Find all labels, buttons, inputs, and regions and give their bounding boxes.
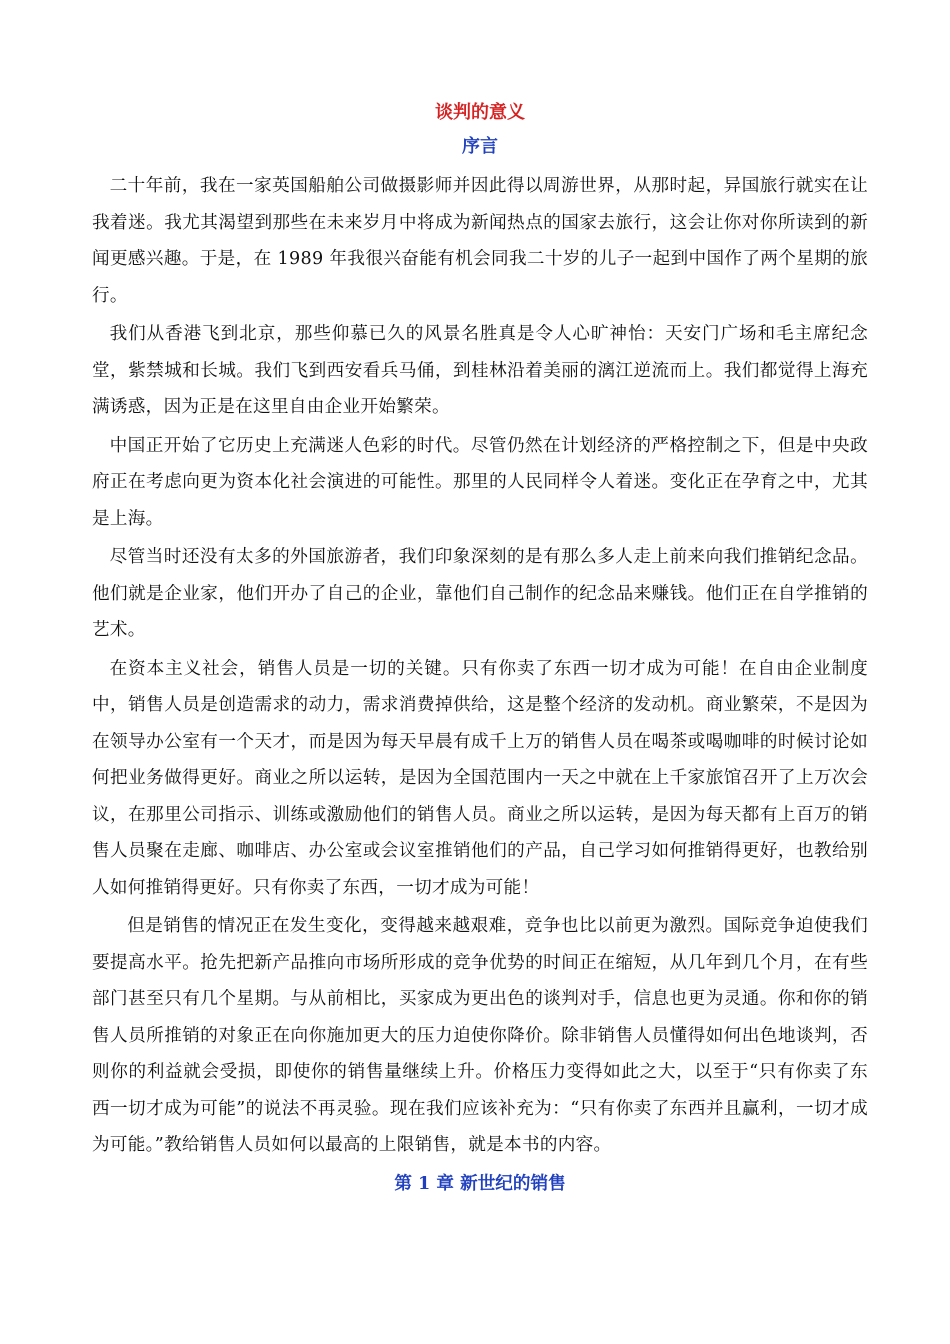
paragraph-1: 二十年前，我在一家英国船舶公司做摄影师并因此得以周游世界，从那时起，异国旅行就实在让我着迷。我尤其渴望到那些在未来岁月中将成为新闻热点的国家去旅行，这会让你对你所读到的新闻更感兴趣。于是，在 1989 年我很兴奋能有机会同我二十岁的儿子一起到中国作了两个星期的旅行。 (92, 176, 868, 306)
paragraph-6: 但是销售的情况正在发生变化，变得越来越艰难，竞争也比以前更为激烈。国际竞争迫使我们要提高水平。抢先把新产品推向市场所形成的竞争优势的时间正在缩短，从几年到几个月，在有些部门甚至只有几个星期。与从前相比，买家成为更出色的谈判对手，信息也更为灵通。你和你的销售人员所推销的对象正在向你施加更大的压力迫使你降价。除非销售人员懂得如何出色地谈判，否则你的利益就会受损，即使你的销售量继续上升。价格压力变得如此之大，以至于“只有你卖了东西一切才成为可能”的说法不再灵验。现在我们应该补充为：“只有你卖了东西并且赢利，一切才成为可能。”教给销售人员如何以最高的上限销售，就是本书的内容。 (92, 916, 868, 1155)
document-title: 谈判的意义 (435, 102, 525, 123)
document-page (92, 96, 868, 1202)
paragraph-3: 中国正开始了它历史上充满迷人色彩的时代。尽管仍然在计划经济的严格控制之下，但是中央政府正在考虑向更为资本化社会演进的可能性。那里的人民同样令人着迷。变化正在孕育之中，尤其是上海。 (92, 435, 868, 529)
paragraph-4: 尽管当时还没有太多的外国旅游者，我们印象深刻的是有那么多人走上前来向我们推销纪念品。他们就是企业家，他们开办了自己的企业，靠他们自己制作的纪念品来赚钱。他们正在自学推销的艺术。 (92, 547, 868, 640)
paragraph-5: 在资本主义社会，销售人员是一切的关键。只有你卖了东西一切才成为可能！在自由企业制度中，销售人员是创造需求的动力，需求消费掉供给，这是整个经济的发动机。商业繁荣，不是因为在领导办公室有一个天才，而是因为每天早晨有成千上万的销售人员在喝茶或喝咖啡的时候讨论如何把业务做得更好。商业之所以运转，是因为全国范围内一天之中就在上千家旅馆召开了上万次会议，在那里公司指示、训练或激励他们的销售人员。商业之所以运转，是因为每天都有上百万的销售人员聚在走廊、咖啡店、办公室或会议室推销他们的产品，自己学习如何推销得更好，也教给别人如何推销得更好。只有你卖了东西，一切才成为可能！ (92, 658, 868, 898)
chapter-heading: 第 1 章 新世纪的销售 (394, 1172, 566, 1194)
preface-heading: 序言 (462, 136, 498, 157)
paragraph-2: 我们从香港飞到北京，那些仰慕已久的风景名胜真是令人心旷神怡：天安门广场和毛主席纪念堂，紫禁城和长城。我们飞到西安看兵马俑，到桂林沿着美丽的漓江逆流而上。我们都觉得上海充满诱惑，因为正是在这里自由企业开始繁荣。 (92, 324, 868, 417)
